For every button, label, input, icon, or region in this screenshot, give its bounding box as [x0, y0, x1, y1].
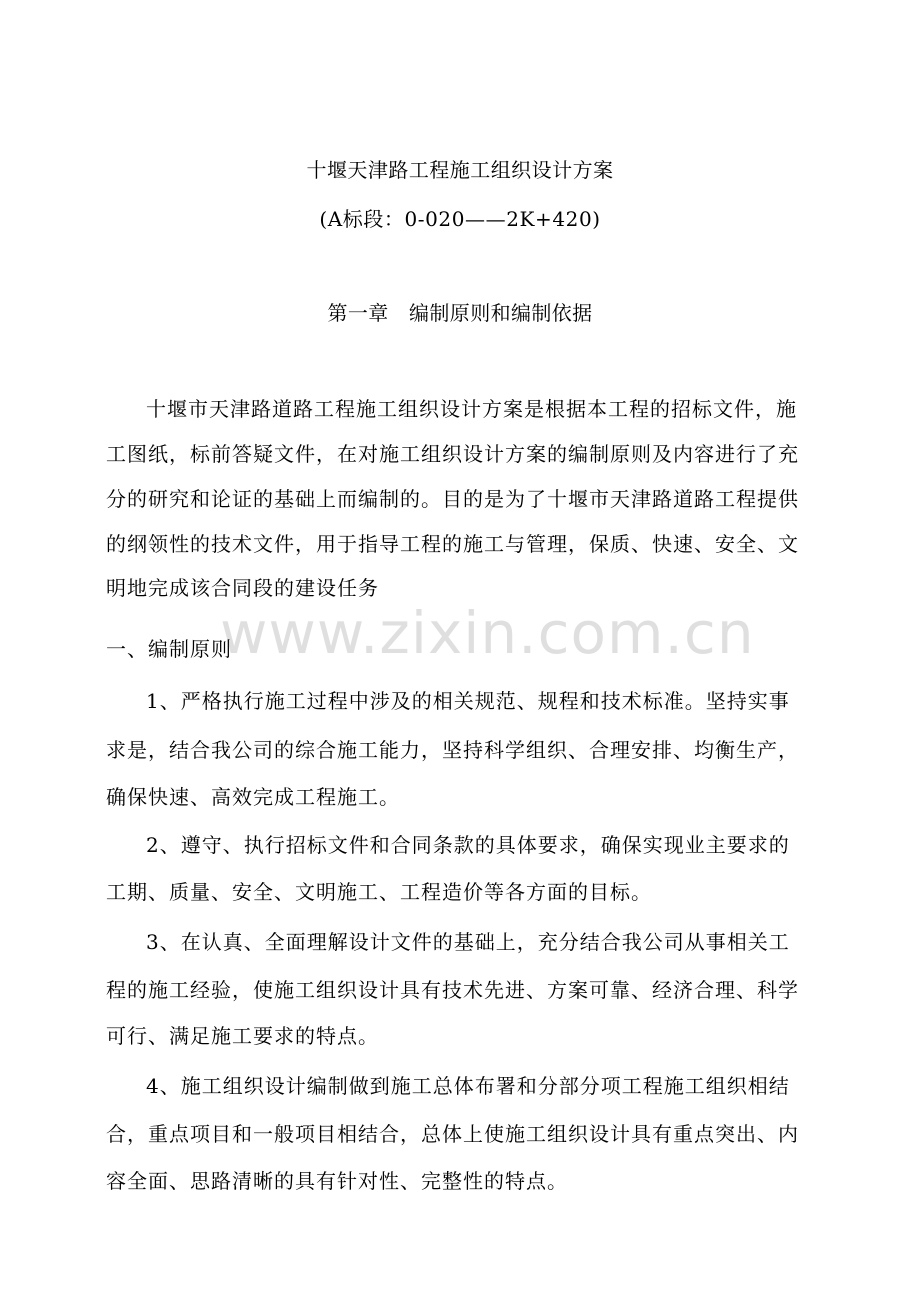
paragraph-line: 合，重点项目和一般项目相结合，总体上使施工组织设计具有重点突出、内: [106, 1122, 799, 1146]
paragraph-line: 程的施工经验，使施工组织设计具有技术先进、方案可靠、经济合理、科学: [106, 978, 799, 1002]
paragraph-line: 分的研究和论证的基础上而编制的。目的是为了十堰市天津路道路工程提供: [106, 487, 799, 511]
watermark: www.zixin.com.cn: [220, 599, 755, 667]
paragraph-line: 2、遵守、执行招标文件和合同条款的具体要求，确保实现业主要求的: [146, 833, 790, 857]
paragraph-line: 明地完成该合同段的建设任务: [106, 576, 379, 600]
paragraph-line: 4、施工组织设计编制做到施工总体布署和分部分项工程施工组织相结: [146, 1074, 790, 1098]
paragraph-line: 十堰市天津路道路工程施工组织设计方案是根据本工程的招标文件，施: [146, 397, 797, 421]
chapter-heading: 第一章 编制原则和编制依据: [327, 301, 593, 325]
paragraph-line: 工图纸，标前答疑文件，在对施工组织设计方案的编制原则及内容进行了充: [106, 442, 799, 466]
section-heading: 一、编制原则: [106, 637, 232, 661]
paragraph-line: 可行、满足施工要求的特点。: [106, 1024, 379, 1048]
paragraph-line: 工期、质量、安全、文明施工、工程造价等各方面的目标。: [106, 880, 652, 904]
document-subtitle: (A标段：0-020——2K+420): [319, 207, 601, 231]
paragraph-line: 容全面、思路清晰的具有针对性、完整性的特点。: [106, 1169, 568, 1193]
paragraph-line: 求是，结合我公司的综合施工能力，坚持科学组织、合理安排、均衡生产，: [106, 738, 799, 762]
paragraph-line: 3、在认真、全面理解设计文件的基础上，充分结合我公司从事相关工: [146, 930, 790, 954]
paragraph-line: 的纲领性的技术文件，用于指导工程的施工与管理，保质、快速、安全、文: [106, 532, 799, 556]
paragraph-line: 确保快速、高效完成工程施工。: [106, 785, 400, 809]
paragraph-line: 1、严格执行施工过程中涉及的相关规范、规程和技术标准。坚持实事: [146, 689, 790, 713]
document-title: 十堰天津路工程施工组织设计方案: [306, 158, 614, 182]
